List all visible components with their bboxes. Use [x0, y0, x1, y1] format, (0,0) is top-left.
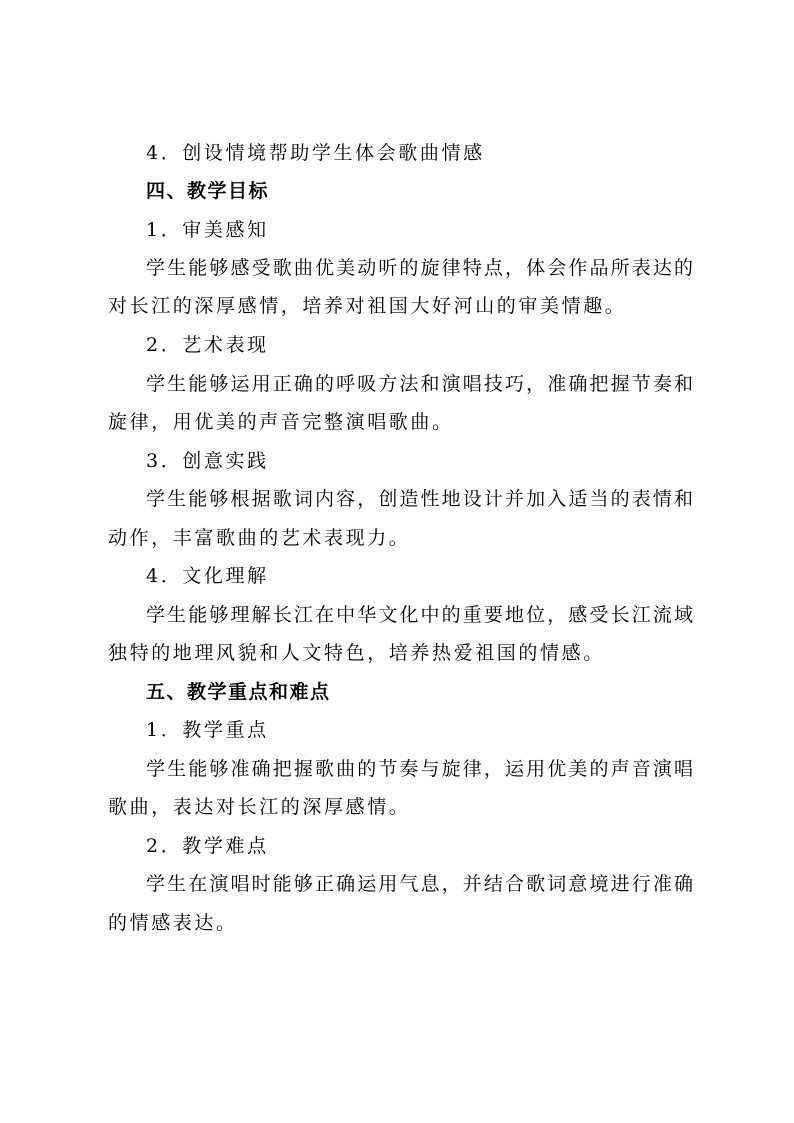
- paragraph-line: 学生能够运用正确的呼吸方法和演唱技巧，准确把握节奏和: [146, 373, 693, 395]
- paragraph-line: 旋律，用优美的声音完整演唱歌曲。: [108, 411, 454, 433]
- paragraph-line: 学生能够感受歌曲优美动听的旋律特点，体会作品所表达的: [146, 257, 693, 279]
- list-item-4-situation: 4．创设情境帮助学生体会歌曲情感: [146, 142, 485, 164]
- subheading-aesthetic-perception: 1．审美感知: [146, 219, 269, 241]
- paragraph-line: 的情感表达。: [108, 912, 238, 934]
- paragraph-line: 学生能够理解长江在中华文化中的重要地位，感受长江流域: [146, 604, 693, 626]
- paragraph-line: 对长江的深厚感情，培养对祖国大好河山的审美情趣。: [108, 295, 627, 317]
- paragraph-line: 歌曲，表达对长江的深厚感情。: [108, 796, 411, 818]
- subheading-artistic-expression: 2．艺术表现: [146, 334, 269, 356]
- subheading-teaching-difficulty: 2．教学难点: [146, 835, 269, 857]
- paragraph-line: 动作，丰富歌曲的艺术表现力。: [108, 527, 411, 549]
- subheading-creative-practice: 3．创意实践: [146, 450, 269, 472]
- paragraph-line: 学生在演唱时能够正确运用气息，并结合歌词意境进行准确: [146, 873, 693, 895]
- subheading-cultural-understanding: 4．文化理解: [146, 565, 269, 587]
- paragraph-line: 学生能够准确把握歌曲的节奏与旋律，运用优美的声音演唱: [146, 758, 693, 780]
- section-heading-key-points: 五、教学重点和难点: [146, 681, 331, 703]
- paragraph-line: 学生能够根据歌词内容，创造性地设计并加入适当的表情和: [146, 488, 693, 510]
- subheading-teaching-focus: 1．教学重点: [146, 719, 269, 741]
- section-heading-teaching-objectives: 四、教学目标: [146, 180, 270, 202]
- paragraph-line: 独特的地理风貌和人文特色，培养热爱祖国的情感。: [108, 642, 605, 664]
